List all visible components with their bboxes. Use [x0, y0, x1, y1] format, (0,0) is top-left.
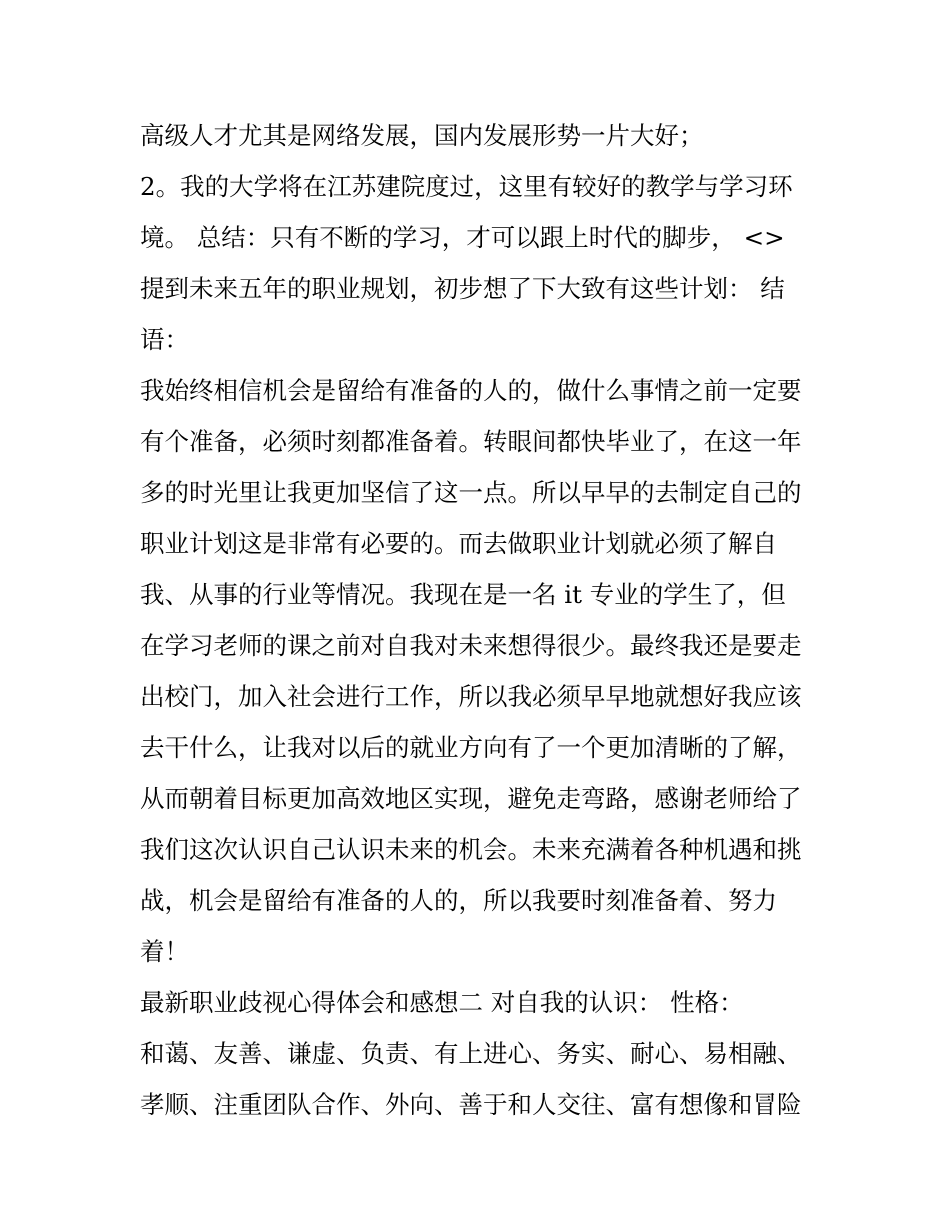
text-line: 职业计划这是非常有必要的。而去做职业计划就必须了解自 — [140, 529, 777, 558]
text-line: 孝顺、注重团队合作、外向、善于和人交往、富有想像和冒险 — [140, 1090, 802, 1119]
text-line: 高级人才尤其是网络发展，国内发展形势一片大好； — [140, 121, 704, 150]
text-line: 在学习老师的课之前对自我对未来想得很少。最终我还是要走 — [140, 631, 802, 660]
text-line: 去干什么，让我对以后的就业方向有了一个更加清晰的了解， — [140, 733, 802, 762]
text-line: 战，机会是留给有准备的人的，所以我要时刻准备着、努力 — [140, 886, 777, 915]
text-line: 我、从事的行业等情况。我现在是一名 it 专业的学生了，但 — [140, 580, 786, 609]
text-line: 我们这次认识自己认识未来的机会。未来充满着各种机遇和挑 — [140, 835, 802, 864]
text-line: 和蔼、友善、谦虚、负责、有上进心、务实、耐心、易相融、 — [140, 1039, 802, 1068]
text-line: 提到未来五年的职业规划，初步想了下大致有这些计划： 结 — [140, 274, 785, 303]
text-line: 语： — [140, 325, 189, 354]
text-line: 从而朝着目标更加高效地区实现，避免走弯路，感谢老师给了 — [140, 784, 802, 813]
text-line: 多的时光里让我更加坚信了这一点。所以早早的去制定自己的 — [140, 478, 802, 507]
text-line: 着！ — [140, 937, 189, 966]
text-line: 最新职业歧视心得体会和感想二 对自我的认识： 性格： — [140, 988, 744, 1017]
text-line: 有个准备，必须时刻都准备着。转眼间都快毕业了，在这一年 — [140, 427, 802, 456]
text-line: 出校门，加入社会进行工作，所以我必须早早地就想好我应该 — [140, 682, 802, 711]
text-line: 2。我的大学将在江苏建院度过，这里有较好的教学与学习环 — [140, 172, 793, 201]
text-line: 我始终相信机会是留给有准备的人的，做什么事情之前一定要 — [140, 376, 802, 405]
text-line: 境。 总结：只有不断的学习，才可以跟上时代的脚步， <> — [140, 223, 785, 252]
document-body — [140, 110, 820, 1130]
